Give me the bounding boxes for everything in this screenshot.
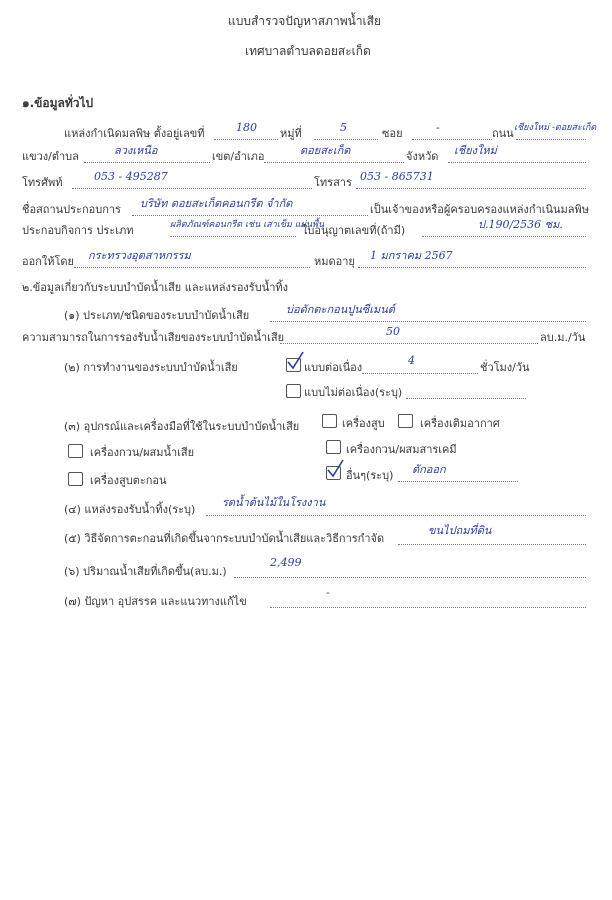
issued-by-label: ออกให้โดย <box>22 255 74 268</box>
business-type-label: ประกอบกิจการ ประเภท <box>22 224 134 237</box>
other-line <box>398 481 518 482</box>
other-value[interactable]: ตักออก <box>412 463 446 476</box>
q5-value[interactable]: ขนไปถมที่ดิน <box>428 524 492 537</box>
q6-line <box>234 577 586 578</box>
other-label: อื่นๆ(ระบุ) <box>346 469 394 482</box>
fax-label: โทรสาร <box>314 176 352 189</box>
district-value[interactable]: ดอยสะเก็ด <box>300 144 351 157</box>
expiry-label: หมดอายุ <box>314 255 355 268</box>
wastewater-mixer-label: เครื่องกวน/ผสมน้ำเสีย <box>90 446 195 459</box>
moo-line <box>314 139 378 140</box>
subdistrict-line <box>84 162 210 163</box>
district-line <box>264 162 404 163</box>
chemical-mixer-checkbox[interactable] <box>326 440 341 454</box>
pump-label: เครื่องสูบ <box>342 417 385 430</box>
wastewater-mixer-checkbox[interactable] <box>68 444 83 458</box>
phone-line <box>72 188 312 189</box>
expiry-value[interactable]: 1 มกราคม 2567 <box>370 249 453 262</box>
house-no-line <box>214 139 278 140</box>
capacity-unit: ลบ.ม./วัน <box>540 331 586 344</box>
q7-label: (๗) ปัญหา อุปสรรค และแนวทางแก้ไข <box>64 595 247 608</box>
q4-label: (๔) แหล่งรองรับน้ำทิ้ง(ระบุ) <box>64 503 196 516</box>
form-title: แบบสำรวจปัญหาสภาพน้ำเสีย <box>228 14 382 28</box>
soi-value[interactable]: - <box>436 121 440 134</box>
license-value[interactable]: ป.190/2536 ชม. <box>478 218 563 231</box>
phone-value[interactable]: 053 - 495287 <box>94 170 168 183</box>
q6-label: (๖) ปริมาณน้ำเสียที่เกิดขึ้น(ลบ.ม.) <box>64 565 227 578</box>
business-name-label: ชื่อสถานประกอบการ <box>22 203 121 216</box>
fax-line <box>356 188 586 189</box>
hours-line <box>362 373 478 374</box>
section2-heading: ๒.ข้อมูลเกี่ยวกับระบบบำบัดน้ำเสีย และแหล่งรองรับน้ำทิ้ง <box>22 281 289 294</box>
hours-unit: ชั่วโมง/วัน <box>480 361 530 374</box>
subdistrict-label: แขวง/ตำบล <box>22 150 79 163</box>
license-line <box>422 236 586 237</box>
business-type-value[interactable]: ผลิตภัณฑ์คอนกรีต เช่น เสาเข็ม แผ่นพื้น <box>170 220 325 230</box>
business-name-line <box>132 215 368 216</box>
noncontinuous-checkbox[interactable] <box>286 384 301 398</box>
fax-value[interactable]: 053 - 865731 <box>360 170 434 183</box>
q5-label: (๕) วิธีจัดการตะกอนที่เกิดขึ้นจากระบบบำบัดน้ำเสียและวิธีการกำจัด <box>64 532 385 545</box>
sludge-pump-label: เครื่องสูบตะกอน <box>90 474 167 487</box>
subdistrict-value[interactable]: ลวงเหนือ <box>114 144 158 157</box>
road-line <box>516 139 586 140</box>
check-mark-icon <box>286 353 304 371</box>
capacity-label: ความสามารถในการรองรับน้ำเสียของระบบบำบัดน้ำเสีย <box>22 331 285 344</box>
province-label: จังหวัด <box>406 150 439 163</box>
section1-heading: ๑.ข้อมูลทั่วไป <box>22 96 94 110</box>
business-type-line <box>170 236 296 237</box>
q2-label: (๒) การทำงานของระบบบำบัดน้ำเสีย <box>64 361 238 374</box>
q7-value[interactable]: - <box>326 586 330 599</box>
other-checkbox[interactable] <box>326 466 341 480</box>
expiry-line <box>358 267 586 268</box>
aerator-label: เครื่องเติมอากาศ <box>420 417 500 430</box>
q7-line <box>270 607 586 608</box>
house-no-value[interactable]: 180 <box>236 121 257 134</box>
business-name-value[interactable]: บริษัท ดอยสะเก็ดคอนกรีต จำกัด <box>140 197 293 210</box>
check-mark-icon <box>326 461 344 479</box>
continuous-checkbox[interactable] <box>286 358 301 372</box>
continuous-label: แบบต่อเนื่อง <box>304 361 363 374</box>
form-subtitle: เทศบาลตำบลดอยสะเก็ด <box>245 44 371 58</box>
moo-value[interactable]: 5 <box>340 121 347 134</box>
owner-label: เป็นเจ้าของหรือผู้ครอบครองแหล่งกำเนินมลพิษ <box>370 203 590 216</box>
issued-by-value[interactable]: กระทรวงอุตสาหกรรม <box>88 249 191 262</box>
pump-checkbox[interactable] <box>322 414 337 428</box>
issued-by-line <box>74 267 310 268</box>
noncontinuous-label: แบบไม่ต่อเนื่อง(ระบุ) <box>304 386 403 399</box>
q5-line <box>398 544 586 545</box>
q6-value[interactable]: 2,499 <box>270 556 302 569</box>
capacity-line <box>280 343 538 344</box>
hours-value[interactable]: 4 <box>408 354 415 367</box>
q3-label: (๓) อุปกรณ์และเครื่องมือที่ใช้ในระบบบำบัดน้ำเสีย <box>64 420 300 433</box>
province-value[interactable]: เชียงใหม่ <box>454 144 497 157</box>
road-value[interactable]: เชียงใหม่ -ดอยสะเก็ด <box>514 123 597 133</box>
district-label: เขต/อำเภอ <box>212 150 265 163</box>
q1-label: (๑) ประเภท/ชนิดของระบบบำบัดน้ำเสีย <box>64 309 250 322</box>
sludge-pump-checkbox[interactable] <box>68 472 83 486</box>
province-line <box>448 162 586 163</box>
q1-value[interactable]: บ่อดักตะกอนปูนซีเมนต์ <box>286 303 395 316</box>
aerator-checkbox[interactable] <box>398 414 413 428</box>
soi-label: ซอย <box>382 127 403 140</box>
q4-line <box>206 515 586 516</box>
road-label: ถนน <box>492 127 514 140</box>
q1-line <box>270 321 586 322</box>
q4-value[interactable]: รดน้ำต้นไม้ในโรงงาน <box>222 496 326 509</box>
license-label: ใบอนุญาตเลขที่(ถ้ามี) <box>302 224 406 237</box>
chemical-mixer-label: เครื่องกวน/ผสมสารเคมี <box>346 443 457 456</box>
capacity-value[interactable]: 50 <box>386 325 400 338</box>
noncontinuous-line <box>406 398 526 399</box>
soi-line <box>412 139 492 140</box>
phone-label: โทรศัพท์ <box>22 176 63 189</box>
moo-label: หมู่ที่ <box>280 127 302 140</box>
source-label: แหล่งกำเนิดมลพิษ ตั้งอยู่เลขที่ <box>64 127 205 140</box>
